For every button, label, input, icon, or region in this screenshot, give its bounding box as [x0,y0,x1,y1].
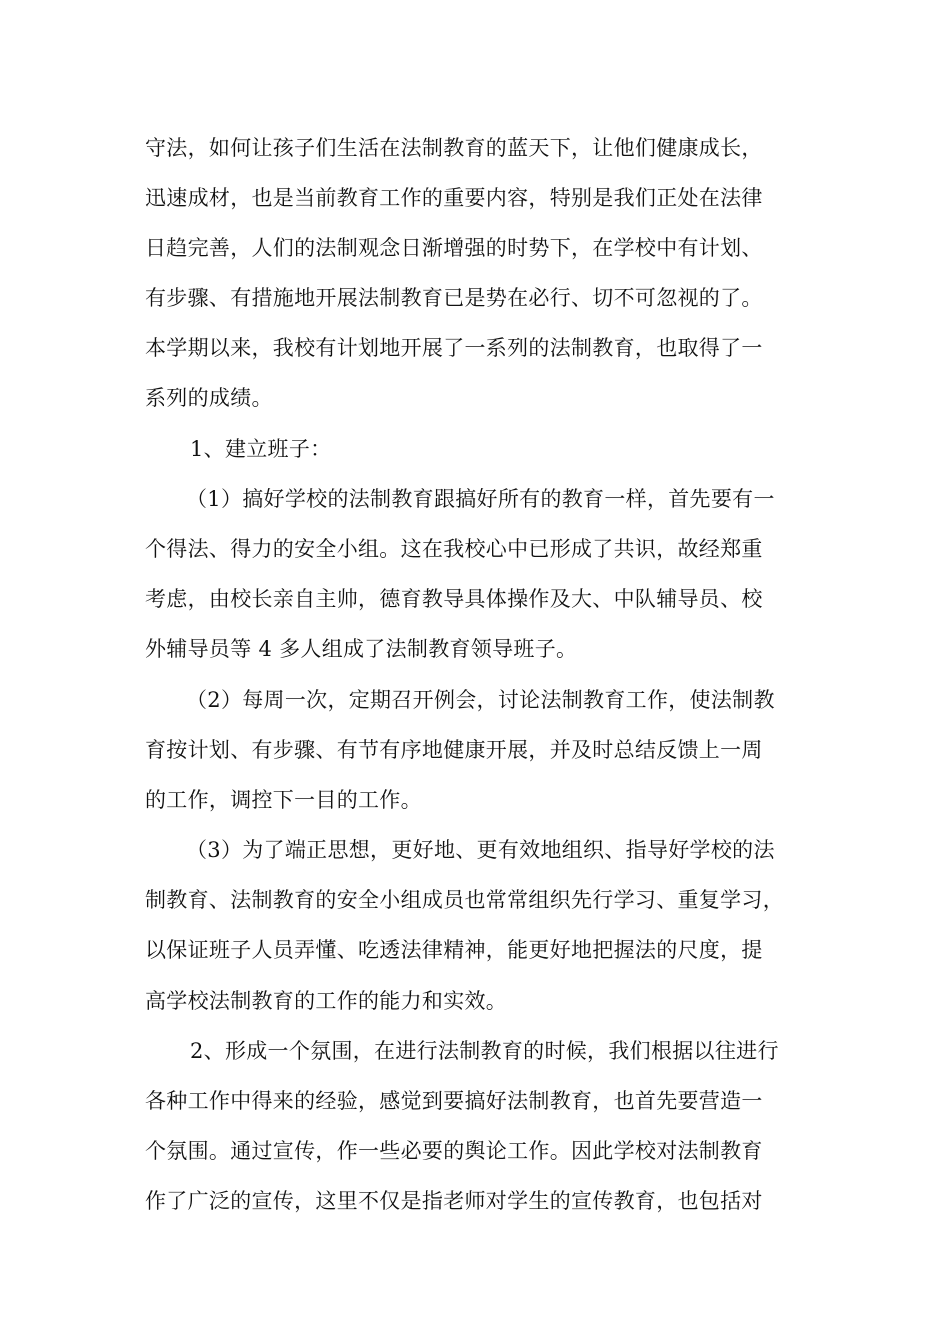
text-line: 个氛围。通过宣传，作一些必要的舆论工作。因此学校对法制教育 [145,1139,763,1163]
section-heading: 2、形成一个氛围，在进行法制教育的时候，我们根据以往进行 [190,1039,779,1063]
text-line: 迅速成材，也是当前教育工作的重要内容，特别是我们正处在法律 [145,186,763,210]
text-line: 高学校法制教育的工作的能力和实效。 [145,989,508,1013]
text-line: 系列的成绩。 [145,386,273,410]
text-line: 考虑，由校长亲自主帅，德育教导具体操作及大、中队辅导员、校 [145,587,763,611]
text-line: 作了广泛的宣传，这里不仅是指老师对学生的宣传教育，也包括对 [145,1189,763,1213]
text-line: 外辅导员等 4 多人组成了法制教育领导班子。 [145,637,578,661]
section-heading: 1、建立班子： [190,437,332,461]
text-line: （3）为了端正思想，更好地、更有效地组织、指导好学校的法 [186,838,775,862]
text-line: 制教育、法制教育的安全小组成员也常常组织先行学习、重复学习， [145,888,784,912]
text-line: 个得法、得力的安全小组。这在我校心中已形成了共识，故经郑重 [145,537,763,561]
text-line: 日趋完善，人们的法制观念日渐增强的时势下，在学校中有计划、 [145,236,763,260]
text-line: 本学期以来，我校有计划地开展了一系列的法制教育，也取得了一 [145,336,763,360]
text-line: （2）每周一次，定期召开例会，讨论法制教育工作，使法制教 [186,688,775,712]
text-line: （1）搞好学校的法制教育跟搞好所有的教育一样，首先要有一 [186,487,775,511]
text-line: 有步骤、有措施地开展法制教育已是势在必行、切不可忽视的了。 [145,286,763,310]
text-line: 各种工作中得来的经验，感觉到要搞好法制教育，也首先要营造一 [145,1089,763,1113]
text-line: 育按计划、有步骤、有节有序地健康开展，并及时总结反馈上一周 [145,738,763,762]
text-line: 的工作，调控下一目的工作。 [145,788,422,812]
text-line: 守法，如何让孩子们生活在法制教育的蓝天下，让他们健康成长， [145,136,763,160]
text-line: 以保证班子人员弄懂、吃透法律精神，能更好地把握法的尺度，提 [145,938,763,962]
